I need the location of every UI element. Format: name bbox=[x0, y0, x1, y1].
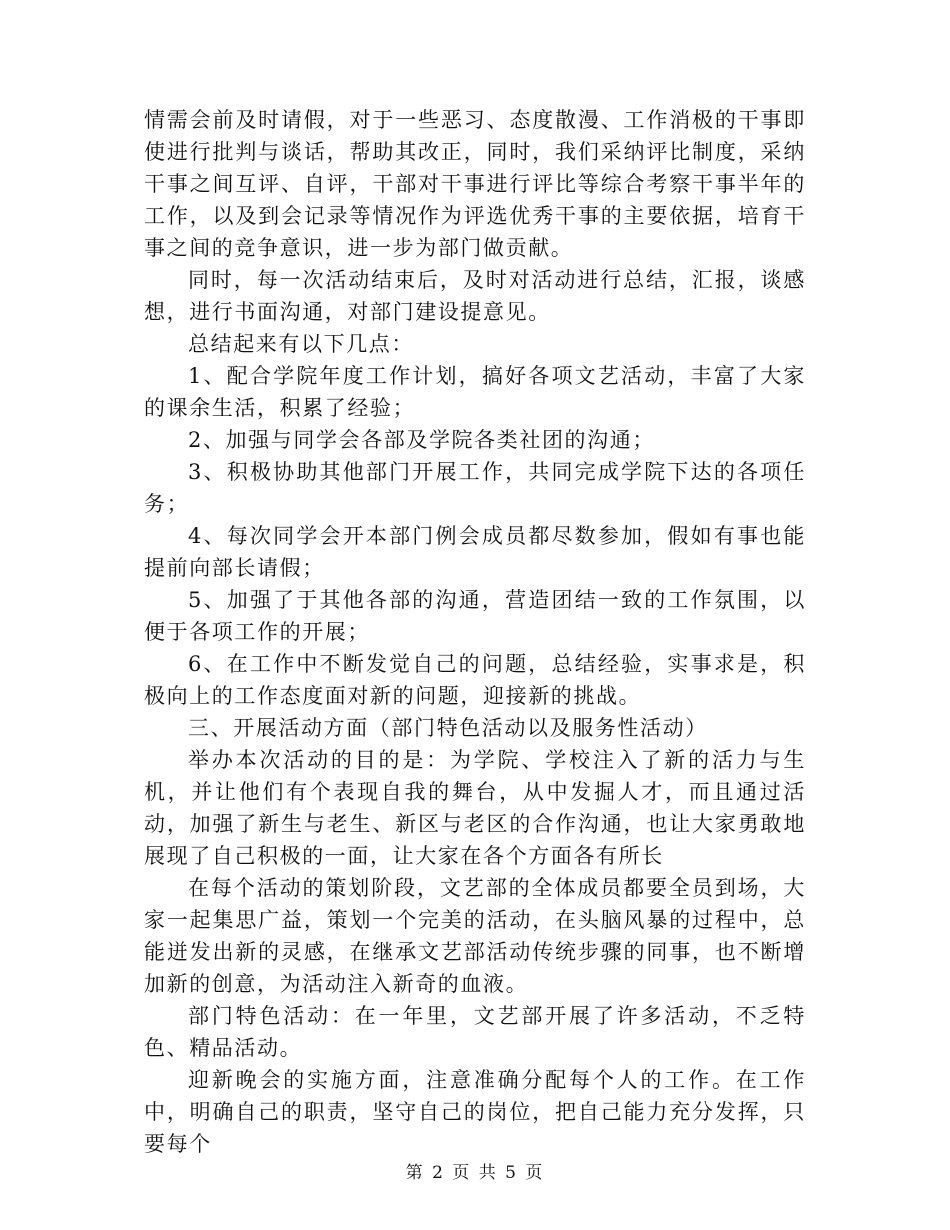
page-footer: 第 2 页 共 5 页 bbox=[405, 1163, 545, 1183]
paragraph: 举办本次活动的目的是：为学院、学校注入了新的活力与生机，并让他们有个表现自我的舞台，从中发掘人才，而且通过活动，加强了新生与老生、新区与老区的合作沟通，也让大家勇敢地展现了自己积极的一面，让大家在各个方面各有所长 bbox=[144, 748, 806, 868]
paragraph: 部门特色活动：在一年里，文艺部开展了许多活动，不乏特色、精品活动。 bbox=[144, 1004, 806, 1060]
body-text bbox=[144, 104, 806, 1160]
paragraph: 同时，每一次活动结束后，及时对活动进行总结，汇报，谈感想，进行书面沟通，对部门建设提意见。 bbox=[144, 268, 806, 324]
paragraph: 3、积极协助其他部门开展工作，共同完成学院下达的各项任务； bbox=[144, 460, 806, 516]
paragraph: 5、加强了于其他各部的沟通，营造团结一致的工作氛围，以便于各项工作的开展； bbox=[144, 588, 806, 644]
paragraph: 4、每次同学会开本部门例会成员都尽数参加，假如有事也能提前向部长请假； bbox=[144, 524, 806, 580]
paragraph: 迎新晚会的实施方面，注意准确分配每个人的工作。在工作中，明确自己的职责，坚守自己的岗位，把自己能力充分发挥，只要每个 bbox=[144, 1068, 806, 1156]
paragraph: 6、在工作中不断发觉自己的问题，总结经验，实事求是，积极向上的工作态度面对新的问题，迎接新的挑战。 bbox=[144, 652, 806, 708]
paragraph: 1、配合学院年度工作计划，搞好各项文艺活动，丰富了大家的课余生活，积累了经验； bbox=[144, 364, 806, 420]
paragraph: 总结起来有以下几点： bbox=[188, 332, 414, 356]
paragraph: 三、开展活动方面（部门特色活动以及服务性活动） bbox=[188, 716, 708, 740]
paragraph: 在每个活动的策划阶段，文艺部的全体成员都要全员到场，大家一起集思广益，策划一个完美的活动，在头脑风暴的过程中，总能迸发出新的灵感，在继承文艺部活动传统步骤的同事，也不断增加新的创意，为活动注入新奇的血液。 bbox=[144, 876, 806, 996]
paragraph: 情需会前及时请假，对于一些恶习、态度散漫、工作消极的干事即使进行批判与谈话，帮助其改正，同时，我们采纳评比制度，采纳干事之间互评、自评，干部对干事进行评比等综合考察干事半年的工作，以及到会记录等情况作为评选优秀干事的主要依据，培育干事之间的竞争意识，进一步为部门做贡献。 bbox=[144, 108, 806, 260]
paragraph: 2、加强与同学会各部及学院各类社团的沟通； bbox=[188, 428, 655, 452]
